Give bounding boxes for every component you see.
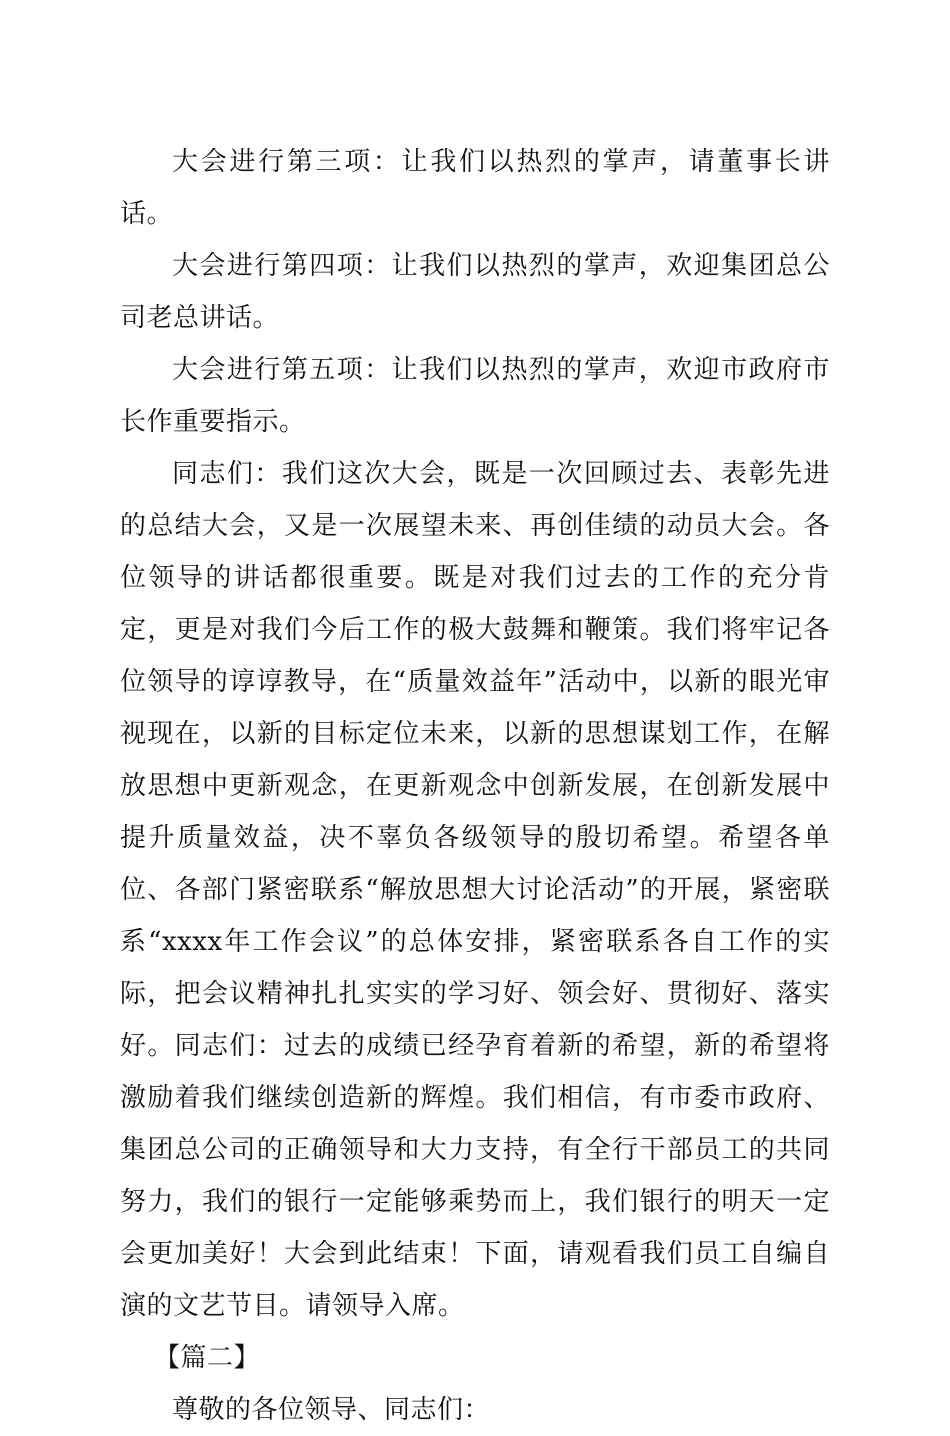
document-body bbox=[120, 136, 830, 1436]
salutation-line: 尊敬的各位领导、同志们： bbox=[172, 1395, 491, 1425]
closing-speech-paragraph: 同志们：我们这次大会，既是一次回顾过去、表彰先进的总结大会，又是一次展望未来、再创佳绩的动员大会。各位领导的讲话都很重要。既是对我们过去的工作的充分肯定，更是对我们今后工作的极大鼓舞和鞭策。我们将牢记各位领导的谆谆教导，在“质量效益年”活动中，以新的眼光审视现在，以新的目标定位未来，以新的思想谋划工作，在解放思想中更新观念，在更新观念中创新发展，在创新发展中提升质量效益，决不辜负各级领导的殷切希望。希望各单位、各部门紧密联系“解放思想大讨论活动”的开展，紧密联系“xxxx年工作会议”的总体安排，紧密联系各自工作的实际，把会议精神扎扎实实的学习好、领会好、贯彻好、落实好。同志们：过去的成绩已经孕育着新的希望，新的希望将激励着我们继续创造新的辉煌。我们相信，有市委市政府、集团总公司的正确领导和大力支持，有全行干部员工的共同努力，我们的银行一定能够乘势而上，我们银行的明天一定会更加美好！大会到此结束！下面，请观看我们员工自编自演的文艺节目。请领导入席。 bbox=[120, 459, 830, 1321]
paragraph-item-3: 大会进行第三项：让我们以热烈的掌声，请董事长讲话。 bbox=[120, 147, 830, 229]
paragraph-item-4: 大会进行第四项：让我们以热烈的掌声，欢迎集团总公司老总讲话。 bbox=[120, 251, 830, 333]
paragraph-item-5: 大会进行第五项：让我们以热烈的掌声，欢迎市政府市长作重要指示。 bbox=[120, 355, 830, 437]
section-heading: 【篇二】 bbox=[154, 1343, 261, 1373]
